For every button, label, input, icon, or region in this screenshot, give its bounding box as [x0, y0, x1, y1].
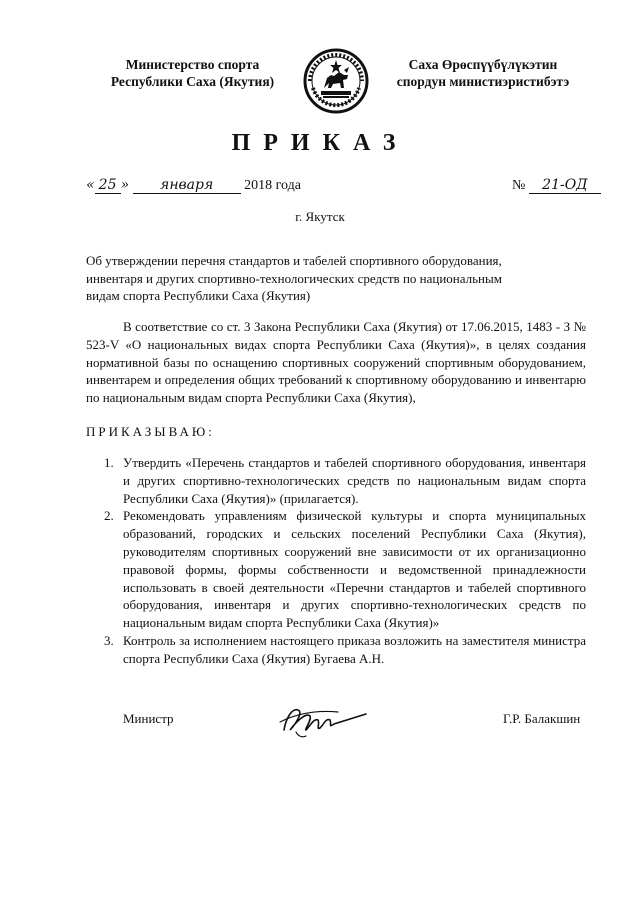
list-item-number: 2. [104, 508, 114, 524]
order-number-value: 21-ОД [529, 177, 601, 194]
ministry-name-yakut-line1: Саха Өрөспүүбүлүкэтин [408, 57, 558, 72]
handwritten-signature-icon [276, 700, 368, 740]
list-item-text: Рекомендовать управлениям физической культуры и спорта муниципальных образований, городских и сельских поселений Республики Саха (Якутия), руководителям спортивных сооружений вне зависимости от их организационно правовой формы, формы собственности и ведомственной принадлежности использовать в своей деятельности «Перечни стандартов и табелей спортивного оборудования, инвентаря и других спортивно-технологических средств по национальным видам спорта Республики Саха (Якутия)» [123, 508, 586, 631]
ministry-name-line2: Республики Саха (Якутия) [110, 74, 275, 89]
signer-position: Министр [123, 711, 174, 726]
list-item [86, 507, 586, 632]
ministry-name-line1: Министерство спорта [125, 57, 260, 72]
order-subject: Об утверждении перечня стандартов и табелей спортивного оборудования, инвентаря и других спортивно-технологических средств по национальным видам спорта Республики Саха (Якутия) [86, 253, 502, 303]
list-item-number: 1. [104, 455, 114, 470]
order-items-list [86, 454, 586, 668]
preamble-paragraph: В соответствие со ст. 3 Закона Республики Саха (Якутия) от 17.06.2015, 1483 - З № 523-V «О национальных видах спорта Республики Саха (Якутия)», в целях создания нормативной базы по оснащению спортивных сооружений спортивным оборудованием, инвентарем и определения общих требований к спортивному оборудованию и инвентарю по национальным видам спорта Республики Саха (Якутия), [86, 319, 586, 406]
date-day: 25 [95, 177, 121, 194]
list-item [86, 454, 586, 507]
date-month: января [133, 177, 241, 194]
ministry-name-yakut [368, 56, 598, 90]
date-close-quote: » [120, 177, 130, 193]
list-item [86, 632, 586, 668]
order-word: ПРИКАЗЫВАЮ: [86, 424, 215, 439]
order-date [86, 177, 301, 194]
sakha-coat-of-arms-icon [303, 48, 369, 114]
list-item-text: Утвердить «Перечень стандартов и табелей спортивного оборудования, инвентаря и других спортивно-технологических средств по национальным видам спорта Республики Саха (Якутия)» (прилагается). [123, 455, 586, 506]
ministry-name-russian [80, 56, 305, 90]
order-number [512, 177, 601, 194]
signer-name: Г.Р. Балакшин [503, 711, 581, 726]
date-open-quote: « [86, 177, 95, 193]
list-item-text: Контроль за исполнением настоящего приказа возложить на заместителя министра спорта Республики Саха (Якутия) Бугаева А.Н. [123, 632, 586, 666]
order-number-prefix: № [512, 178, 526, 193]
list-item-number: 3. [104, 632, 114, 648]
city: г. Якутск [295, 209, 345, 224]
document-title: ПРИКАЗ [231, 130, 409, 156]
date-year: 2018 года [244, 178, 301, 193]
ministry-name-yakut-line2: спордун министиэристибэтэ [396, 74, 570, 89]
